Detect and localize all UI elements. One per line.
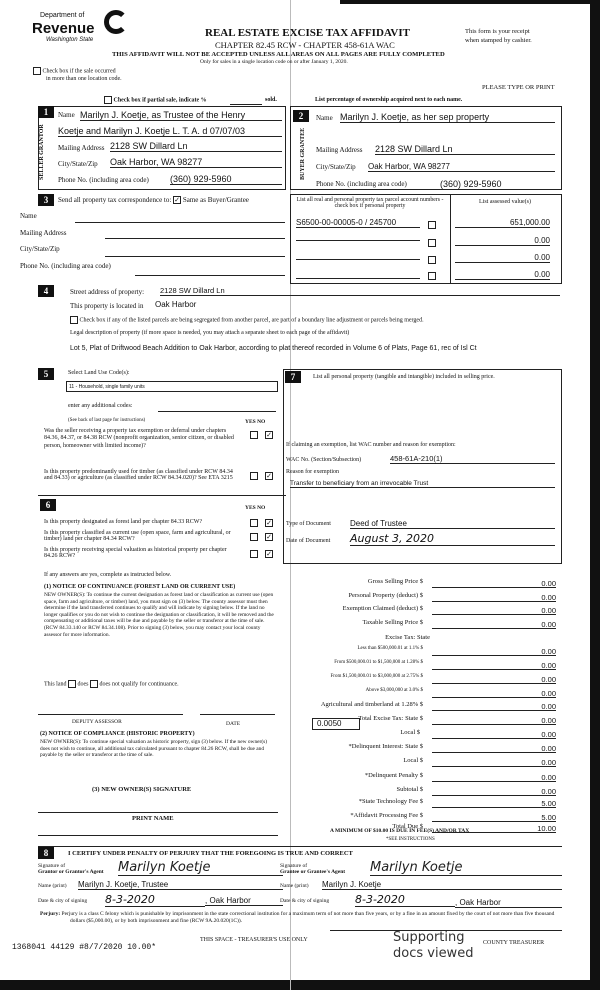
tax-value-field[interactable]: 0.00 — [541, 744, 556, 753]
street-address-label: Street address of property: — [70, 288, 145, 296]
does-qualify-checkbox[interactable] — [68, 680, 76, 688]
multi-location-checkbox[interactable] — [33, 67, 41, 75]
section-number: 1 — [38, 106, 54, 118]
tax-value-field[interactable]: 10.00 — [537, 824, 556, 833]
no-checkbox[interactable]: ✓ — [266, 431, 272, 439]
tax-value-field[interactable]: 0.00 — [541, 593, 556, 602]
scan-edge — [340, 0, 600, 4]
land-use-label: Select Land Use Code(s): — [68, 370, 130, 376]
notice-compliance-title: (2) NOTICE OF COMPLIANCE (HISTORIC PROPERTY) — [40, 731, 195, 737]
yes-checkbox[interactable] — [250, 472, 258, 480]
tax-row-label: *Delinquent Penalty $ — [364, 772, 423, 779]
personal-property-label: List all personal property (tangible and intangible) included in selling price. — [313, 374, 495, 380]
tax-row-label: *Delinquent Interest: State $ — [348, 743, 423, 750]
docs-viewed-stamp: docs viewed — [393, 946, 474, 961]
form-chapter: CHAPTER 82.45 RCW - CHAPTER 458-61A WAC — [215, 40, 395, 50]
tax-value-field[interactable]: 0.00 — [541, 758, 556, 767]
phone-label: Phone No. (including area code) — [58, 176, 149, 184]
tax-row-label: Local $ — [403, 757, 423, 764]
segregated-checkbox[interactable] — [70, 316, 78, 324]
parcel-header: List all real and personal property tax parcel account numbers - check box if personal property — [296, 197, 444, 209]
scan-edge — [590, 0, 600, 990]
tax-row-label: Excise Tax: State — [385, 634, 430, 641]
type-or-print: PLEASE TYPE OR PRINT — [482, 84, 555, 91]
correspondence-name-field[interactable] — [75, 222, 285, 223]
seller-phone-field[interactable]: (360) 929-5960 — [170, 174, 282, 185]
dor-logo-icon — [104, 10, 128, 34]
tax-row-label: Gross Selling Price $ — [367, 578, 423, 585]
tax-row-label: Taxable Selling Price $ — [362, 619, 423, 626]
same-as-buyer-label: Same as Buyer/Grantee — [182, 196, 249, 204]
no-checkbox[interactable]: ✓ — [266, 533, 272, 541]
name-print-label: Name (print) — [280, 883, 309, 889]
grantor-signature[interactable]: Marilyn Koetje — [118, 860, 283, 876]
section-number: 6 — [40, 499, 56, 511]
perjury-label: Perjury: — [40, 911, 61, 917]
personal-property-checkbox[interactable] — [428, 256, 436, 264]
personal-property-checkbox[interactable] — [428, 221, 436, 229]
tax-value-field[interactable]: 0.00 — [541, 579, 556, 588]
correspondence-mailing-field[interactable] — [105, 238, 285, 239]
mailing-label: Mailing Address — [58, 144, 105, 152]
multi-location-label: Check box if the sale occurred — [42, 68, 116, 75]
seller-grantor-label: SELLER GRANTOR — [39, 124, 45, 180]
form-warning: THIS AFFIDAVIT WILL NOT BE ACCEPTED UNLESS ALL AREAS ON ALL PAGES ARE FULLY COMPLETED — [112, 51, 445, 58]
date-city-label: Date & city of signing — [280, 898, 330, 904]
tax-row-label: Total Due $ — [392, 823, 423, 830]
tax-value-field[interactable]: 5.00 — [541, 813, 556, 822]
single-location-note: Only for sales in a single location code on or after January 1, 2020. — [200, 59, 348, 65]
no-checkbox[interactable]: ✓ — [266, 472, 272, 480]
buyer-mailing-field[interactable]: 2128 SW Dillard Ln — [375, 144, 555, 155]
name-label: Name — [20, 212, 37, 220]
print-name-label: PRINT NAME — [132, 815, 174, 822]
wac-number-field[interactable]: 458-61A-210(1) — [390, 454, 555, 464]
signature-label: Signature of — [38, 863, 66, 869]
wac-label: WAC No. (Section/Subsection) — [286, 457, 362, 463]
name-label: Name — [58, 111, 75, 119]
sold-label: sold. — [265, 97, 277, 103]
section-number: 3 — [38, 194, 54, 206]
seller-name-field[interactable]: Marilyn J. Koetje, as Trustee of the Henry — [80, 110, 282, 121]
reason-label: Reason for exemption — [286, 469, 339, 475]
name-print-label: Name (print) — [38, 883, 67, 889]
name-label: Name — [316, 114, 333, 122]
mailing-label: Mailing Address — [20, 229, 67, 237]
timber-question: Is this property predominantly used for timber (as classified under RCW 84.34 and 84.33) or agriculture (as classified under RCW 84.34.020)? See ETA 3215 — [44, 469, 233, 482]
tax-row-label: *Affidavit Processing Fee $ — [350, 812, 423, 819]
no-header: NO — [257, 419, 266, 425]
buyer-grantee-label: BUYER GRANTEE — [300, 127, 306, 180]
mailing-label: Mailing Address — [316, 146, 363, 154]
this-land-label: This land — [44, 681, 67, 688]
see-back-note: (See back of last page for instructions) — [68, 418, 146, 423]
date-city-label: Date & city of signing — [38, 898, 88, 904]
phone-label: Phone No. (including area code) — [20, 262, 111, 270]
correspondence-city-field[interactable] — [105, 256, 285, 257]
notice-continuance-text: NEW OWNER(S): To continue the current designation as forest land or classification as current use (open space, farm and agriculture, or timber) land, you must sign on (3) below. The county assessor must then determine if the land transferred continues to qualify and will indicate by signing below. If the land no longer qualifies or you do not wish to continue the designation or classification, it will be removed and the compensating or additional taxes will be due and payable by the seller or transferor at the time of sale. (RCW 84.33.140 or RCW 84.34.108). Prior to signing (3) below, you may contact your local county assessor for more information. — [44, 592, 274, 638]
tax-row-label: Personal Property (deduct) $ — [348, 592, 423, 599]
tax-value-field[interactable]: 0.00 — [541, 787, 556, 796]
segregated-label: Check box if any of the listed parcels are being segregated from another parcel, are part of a boundary line adjustment or parcels being merged. — [79, 317, 424, 324]
partial-percent-field[interactable] — [230, 104, 262, 105]
street-address-field[interactable]: 2128 SW Dillard Ln — [160, 286, 560, 296]
dept-of: Department of — [40, 12, 85, 19]
buyer-city-field[interactable]: Oak Harbor, WA 98277 — [368, 162, 555, 172]
grantee-date-field[interactable]: 8-3-2020 — [355, 893, 455, 907]
city-label: City/State/Zip — [20, 245, 60, 253]
current-use-question: Is this property classified as current use (open space, farm and agricultural, or timber) land per chapter 84.34 RCW? — [44, 530, 231, 543]
grantee-signature-label: Grantee or Grantee's Agent — [280, 869, 346, 875]
grantor-signature-label: Grantor or Grantor's Agent — [38, 869, 104, 875]
legal-description-label: Legal description of property (if more space is needed, you may attach a separate sheet to each page of the affidavit) — [70, 330, 350, 336]
yes-checkbox[interactable] — [250, 519, 258, 527]
exemption-claim-label: If claiming an exemption, list WAC number and reason for exemption: — [286, 442, 456, 448]
treasurer-use-label: THIS SPACE - TREASURER'S USE ONLY — [200, 937, 308, 943]
city-label: City/State/Zip — [58, 160, 98, 168]
tax-row-label: Local $ — [400, 729, 420, 736]
tax-value-field[interactable]: 0.00 — [541, 716, 556, 725]
notice-continuance-title: (1) NOTICE OF CONTINUANCE (FOREST LAND OR CURRENT USE) — [44, 584, 236, 590]
county-treasurer-label: COUNTY TREASURER — [483, 940, 545, 946]
phone-label: Phone No. (including area code) — [316, 180, 407, 188]
assessed-header: List assessed value(s) — [479, 199, 531, 205]
parcel-number-field[interactable]: S6500-00-00005-0 / 245700 — [296, 218, 420, 228]
does-label: does — [77, 681, 89, 688]
document-date-field[interactable]: August 3, 2020 — [350, 532, 555, 546]
multi-location-label-2: in more than one location code. — [46, 76, 122, 82]
personal-property-checkbox[interactable] — [428, 272, 436, 280]
does-not-qualify-checkbox[interactable] — [90, 680, 98, 688]
date-label: DATE — [226, 721, 241, 727]
assessed-value-field[interactable]: 0.00 — [455, 270, 550, 280]
additional-codes-label: enter any additional codes: — [68, 403, 133, 409]
legal-description-field[interactable]: Lot 5, Plat of Driftwood Beach Addition to Oak Harbor, according to plat thereof recorded in Volume 6 of Plats, Page 61, rec of Isl Ct — [70, 345, 477, 352]
revenue-logo-text: Revenue — [32, 20, 95, 37]
certify-statement: I CERTIFY UNDER PENALTY OF PERJURY THAT THE FOREGOING IS TRUE AND CORRECT — [68, 850, 353, 857]
tax-row-label: Agricultural and timberland at 1.28% $ — [320, 701, 423, 708]
tax-value-field[interactable]: 0.00 — [541, 773, 556, 782]
document-date-label: Date of Document — [286, 538, 331, 544]
located-in-label: This property is located in — [70, 302, 144, 310]
receipt-note: This form is your receipt — [465, 28, 530, 35]
historic-question: Is this property receiving special valuation as historical property per chapter 84.26 RCW? — [44, 547, 227, 560]
does-not-label: does not qualify for continuance. — [99, 681, 179, 688]
section-number: 8 — [38, 847, 54, 859]
personal-property-checkbox[interactable] — [428, 239, 436, 247]
seller-mailing-field[interactable]: 2128 SW Dillard Ln — [110, 141, 282, 152]
correspondence-phone-field[interactable] — [135, 275, 285, 276]
if-yes-note: If any answers are yes, complete as instructed below. — [44, 572, 172, 578]
grantee-city-field[interactable]: , Oak Harbor — [455, 898, 562, 908]
grantee-print-name[interactable]: Marilyn J. Koetje — [322, 880, 562, 890]
yes-checkbox[interactable] — [250, 431, 258, 439]
cashier-receipt-line: 1368041 44129 #8/7/2020 10.00* — [12, 943, 157, 952]
exemption-reason-field[interactable]: Transfer to beneficiary from an irrevocable Trust — [290, 480, 555, 488]
seller-city-field[interactable]: Oak Harbor, WA 98277 — [110, 157, 282, 168]
yes-header: YES — [245, 419, 256, 425]
tax-row-label: Subtotal $ — [396, 786, 423, 793]
tax-value-field[interactable]: 0.00 — [541, 606, 556, 615]
seller-name-field-2[interactable]: Koetje and Marilyn J. Koetje L. T. A. d 07/07/03 — [58, 126, 282, 137]
form-title: REAL ESTATE EXCISE TAX AFFIDAVIT — [205, 27, 410, 39]
deputy-assessor-label: DEPUTY ASSESSOR — [72, 719, 122, 725]
grantor-city-field[interactable]: , Oak Harbor — [205, 896, 283, 906]
no-header: NO — [257, 505, 266, 511]
yes-checkbox[interactable] — [250, 533, 258, 541]
parcel-number-field[interactable] — [296, 278, 420, 279]
print-name-field[interactable] — [38, 835, 278, 836]
document-type-field[interactable]: Deed of Trustee — [350, 519, 555, 529]
perjury-text: Perjury is a class C felony which is punishable by imprisonment in the state correctional institution for a maximum term of not more than five years, or by a fine in an amount fixed by the court of not more than five thousand dollars ($5,000.00), or by both imprisonment and fine (RCW 9A.20.020(1C)). — [61, 911, 555, 924]
partial-sale-checkbox[interactable] — [104, 96, 112, 104]
deputy-assessor-signature[interactable] — [38, 714, 183, 715]
ownership-note: List percentage of ownership acquired next to each name. — [315, 97, 463, 103]
buyer-phone-field[interactable]: (360) 929-5960 — [440, 179, 555, 190]
assessor-date[interactable] — [200, 714, 275, 715]
tax-value-field[interactable]: 0.00 — [541, 661, 556, 670]
new-owner-signature-field[interactable] — [38, 812, 278, 813]
assessed-value-field[interactable]: 0.00 — [455, 253, 550, 263]
grantor-print-name[interactable]: Marilyn J. Koetje, Trustee — [78, 880, 283, 890]
tax-row-label: Above $3,000,000 at 3.0% $ — [365, 688, 423, 693]
buyer-name-field[interactable]: Marilyn J. Koetje, as her sep property — [340, 112, 555, 123]
grantor-date-field[interactable]: 8-3-2020 — [105, 893, 205, 907]
tax-row-label: *State Technology Fee $ — [358, 798, 423, 805]
tax-value-field[interactable]: 0.00 — [541, 647, 556, 656]
forest-land-question: Is this property designated as forest land per chapter 84.33 RCW? — [44, 519, 203, 525]
assessed-value-field[interactable]: 651,000.00 — [455, 218, 550, 228]
grantee-signature[interactable]: Marilyn Koetje — [370, 860, 562, 876]
section-number: 7 — [285, 371, 301, 383]
tax-value-field[interactable]: 5.00 — [541, 799, 556, 808]
tax-value-field[interactable]: 0.00 — [541, 620, 556, 629]
tax-value-field[interactable]: 0.00 — [541, 675, 556, 684]
supporting-docs-stamp: Supporting — [393, 930, 465, 945]
section-number: 2 — [293, 110, 309, 122]
tax-row-label: Less than $500,000.01 at 1.1% $ — [357, 646, 423, 651]
land-use-select[interactable]: 11 - Household, single family units — [66, 381, 278, 392]
same-as-buyer-checkbox[interactable]: ✓ — [174, 196, 181, 205]
scan-edge — [0, 980, 600, 990]
receipt-note-2: when stamped by cashier. — [465, 37, 532, 44]
tax-value-field[interactable]: 0.00 — [541, 702, 556, 711]
city-label: City/State/Zip — [316, 163, 356, 171]
yes-checkbox[interactable] — [250, 550, 258, 558]
assessed-value-field[interactable]: 0.00 — [455, 236, 550, 246]
tax-row-label: Exemption Claimed (deduct) $ — [342, 605, 423, 612]
document-type-label: Type of Document — [286, 521, 331, 527]
tax-row-label: Total Excise Tax: State $ — [358, 715, 423, 722]
tax-value-field[interactable]: 0.00 — [541, 730, 556, 739]
minimum-due-note: A MINIMUM OF $10.00 IS DUE IN FEE(S) AND/OR TAX — [330, 828, 470, 834]
no-checkbox[interactable]: ✓ — [266, 550, 272, 558]
new-owner-signature-title: (3) NEW OWNER(S) SIGNATURE — [92, 786, 192, 793]
no-checkbox[interactable]: ✓ — [266, 519, 272, 527]
washington-state: Washington State — [46, 37, 94, 43]
section-number: 5 — [38, 368, 54, 380]
additional-codes-field[interactable] — [158, 411, 276, 412]
correspondence-label: Send all property tax correspondence to: — [58, 196, 172, 204]
section-number: 4 — [38, 285, 54, 297]
signature-label: Signature of — [280, 863, 308, 869]
notice-compliance-text: NEW OWNER(S): To continue special valuation as historic property, sign (3) below. If the new owner(s) does not wish to continue, all additional tax calculated pursuant to chapter 84.26 RCW, shall be due and payable by the seller or transferor at the time of sale. — [40, 739, 268, 759]
yes-header: YES — [245, 505, 256, 511]
exemption-question: Was the seller receiving a property tax exemption or deferral under chapters 84.36, 84.37, or 84.38 RCW (nonprofit organization, senior citizen, or disabled person, homeowner with limited income)? — [44, 428, 234, 449]
tax-row-label: From $500,000.01 to $1,500,000 at 1.28% $ — [334, 660, 423, 665]
parcel-number-field[interactable] — [296, 240, 420, 241]
located-in-field[interactable]: Oak Harbor — [155, 300, 197, 309]
see-instructions-note: *SEE INSTRUCTIONS — [386, 837, 435, 842]
tax-row-label: From $1,500,000.01 to $3,000,000 at 2.75% $ — [330, 674, 423, 679]
tax-value-field[interactable]: 0.00 — [541, 689, 556, 698]
local-rate-field[interactable]: 0.0050 — [312, 718, 360, 730]
parcel-number-field[interactable] — [296, 259, 420, 260]
partial-sale-label: Check box if partial sale, indicate % — [113, 97, 207, 104]
